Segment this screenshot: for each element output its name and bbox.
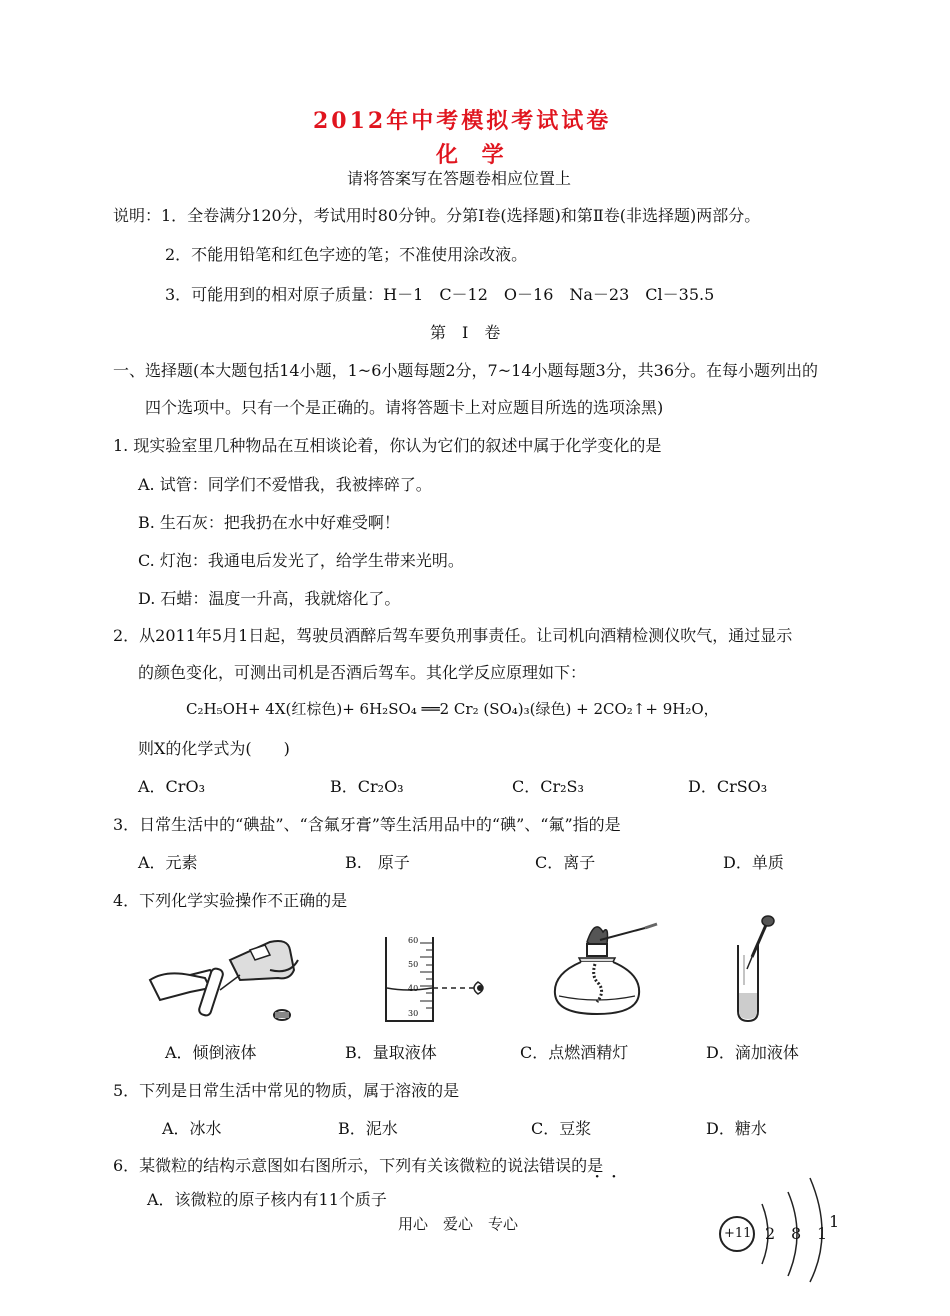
section-heading-1: 一、选择题(本大题包括14小题，1~6小题每题2分，7~14小题每题3分，共36分。在每小题列出的 xyxy=(113,361,819,380)
q2-option-c: C．Cr₂S₃ xyxy=(512,777,584,796)
cyl-tick-30: 30 xyxy=(408,1009,419,1018)
q3-option-b: B. 原子 xyxy=(345,853,410,872)
q2-option-d: D．CrSO₃ xyxy=(688,777,768,796)
shell-3-electrons: 1 xyxy=(817,1224,828,1243)
q4-stem: 4．下列化学实验操作不正确的是 xyxy=(113,891,348,910)
q5-option-a: A．冰水 xyxy=(162,1119,222,1138)
q4-option-c: C．点燃酒精灯 xyxy=(520,1043,629,1062)
q2-equation: C₂H₅OH+ 4X(红棕色)+ 6H₂SO₄ ══2 Cr₂ (SO₄)₃(绿色) + 2CO₂↑+ 9H₂O， xyxy=(186,700,719,718)
pouring-liquid-illustration xyxy=(150,930,300,1025)
q2-option-a: A．CrO₃ xyxy=(138,777,205,796)
note-1: 说明：1．全卷满分120分，考试用时80分钟。分第Ⅰ卷(选择题)和第Ⅱ卷(非选择题)两部分。 xyxy=(113,206,761,225)
cyl-tick-40: 40 xyxy=(408,984,419,993)
q3-option-a: A．元素 xyxy=(138,853,198,872)
subject-title: 化 学 xyxy=(436,142,512,168)
cyl-tick-50: 50 xyxy=(408,960,419,969)
q1-option-b: B. 生石灰：把我扔在水中好难受啊！ xyxy=(138,513,400,532)
q2-ask: 则X的化学式为( ) xyxy=(138,739,290,758)
note-3: 3．可能用到的相对原子质量：H－1 C－12 O－16 Na－23 Cl－35.5 xyxy=(165,285,715,304)
cyl-tick-60: 60 xyxy=(408,936,419,945)
q1-option-d: D. 石蜡：温度一升高，我就熔化了。 xyxy=(138,589,401,608)
shell-1-electrons: 2 xyxy=(765,1224,776,1243)
section-label: 第 Ⅰ 卷 xyxy=(430,323,501,342)
section-heading-2: 四个选项中。只有一个是正确的。请将答题卡上对应题目所选的选项涂黑) xyxy=(145,398,664,417)
shell-2-electrons: 8 xyxy=(791,1224,802,1243)
q2-stem-1: 2．从2011年5月1日起，驾驶员酒醉后驾车要负刑事责任。让司机向酒精检测仪吹气，通过显示 xyxy=(113,626,793,645)
nucleus-charge: +11 xyxy=(724,1226,752,1241)
outer-label: 1 xyxy=(829,1212,840,1231)
note-2: 2．不能用铅笔和红色字迹的笔；不准使用涂改液。 xyxy=(165,245,528,264)
q5-option-d: D．糖水 xyxy=(706,1119,767,1138)
q3-option-d: D．单质 xyxy=(723,853,784,872)
q6-stem: 6．某微粒的结构示意图如右图所示，下列有关该微粒的说法错误的是 xyxy=(113,1156,604,1175)
q5-option-b: B．泥水 xyxy=(338,1119,398,1138)
q6-option-a: A．该微粒的原子核内有11个质子 xyxy=(147,1190,387,1209)
q1-stem: 1. 现实验室里几种物品在互相谈论着，你认为它们的叙述中属于化学变化的是 xyxy=(113,436,662,455)
page-footer: 用心 爱心 专心 xyxy=(398,1215,519,1233)
alcohol-lamp-illustration xyxy=(545,922,665,1022)
q4-option-d: D．滴加液体 xyxy=(706,1043,799,1062)
emphasis-dots: · · xyxy=(594,1164,620,1188)
q3-option-c: C．离子 xyxy=(535,853,596,872)
q1-option-c: C. 灯泡：我通电后发光了，给学生带来光明。 xyxy=(138,551,464,570)
q5-option-c: C．豆浆 xyxy=(531,1119,592,1138)
q2-option-b: B．Cr₂O₃ xyxy=(330,777,404,796)
exam-title: 2012年中考模拟考试试卷 xyxy=(313,108,612,134)
measuring-cylinder-illustration xyxy=(378,935,498,1025)
instruction-text: 请将答案写在答题卷相应位置上 xyxy=(347,169,572,188)
q1-option-a: A. 试管：同学们不爱惜我，我被摔碎了。 xyxy=(138,475,432,494)
q4-option-b: B．量取液体 xyxy=(345,1043,437,1062)
q3-stem: 3．日常生活中的“碘盐”、“含氟牙膏”等生活用品中的“碘”、“氟”指的是 xyxy=(113,815,621,834)
q4-option-a: A．倾倒液体 xyxy=(165,1043,257,1062)
q2-stem-2: 的颜色变化，可测出司机是否酒后驾车。其化学反应原理如下： xyxy=(138,663,587,682)
dropper-test-tube-illustration xyxy=(730,915,790,1025)
q5-stem: 5．下列是日常生活中常见的物质，属于溶液的是 xyxy=(113,1081,460,1100)
